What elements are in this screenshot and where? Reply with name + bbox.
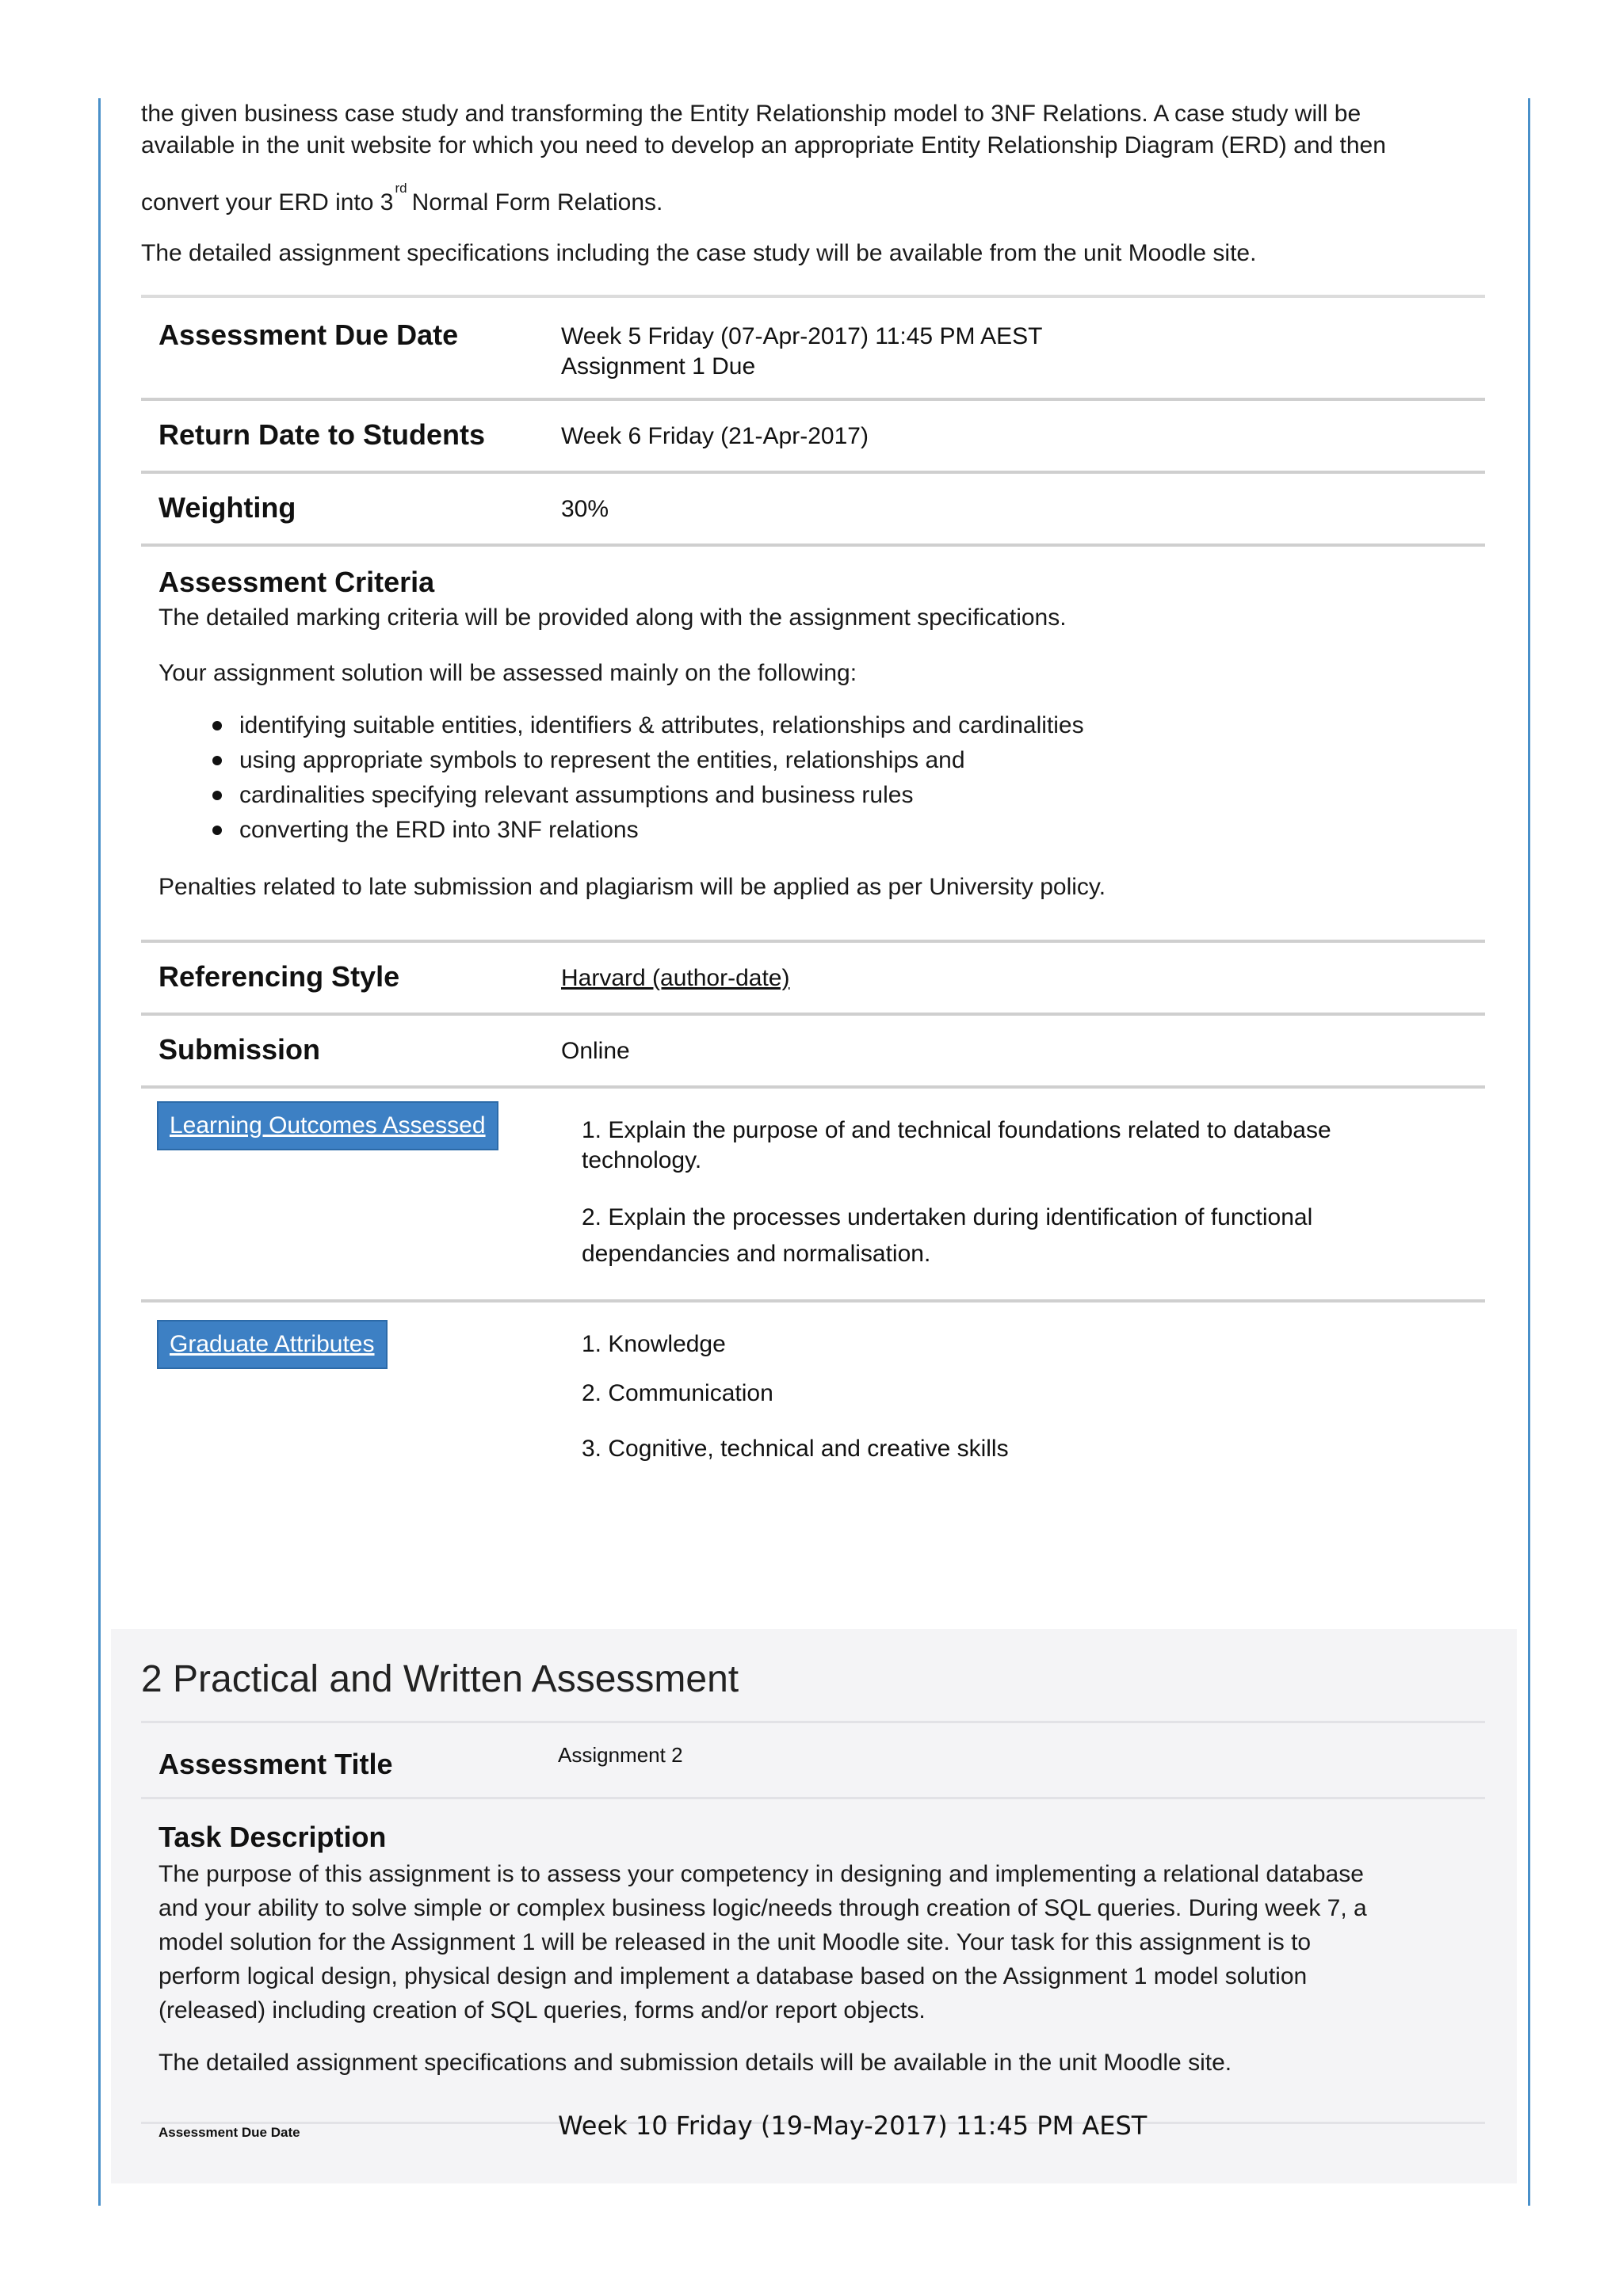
intro-line-3-pre: convert your ERD into 3 (141, 189, 394, 215)
graduate-attributes-button[interactable]: Graduate Attributes (157, 1320, 388, 1369)
intro-text (141, 98, 1488, 269)
divider (141, 1721, 1485, 1723)
criteria-bullet: identifying suitable entities, identifiers & attributes, relationships and cardinalities (239, 708, 1084, 743)
weighting-value: 30% (561, 496, 609, 522)
graduate-attribute-2: 2. Communication (582, 1380, 773, 1406)
penalties-text: Penalties related to late submission and plagiarism will be applied as per University policy. (158, 874, 1106, 900)
criteria-list (239, 708, 1084, 848)
submission-label: Submission (158, 1033, 321, 1066)
learning-outcomes-row (141, 1089, 1485, 1302)
learning-outcome-1-b: technology. (582, 1147, 702, 1173)
criteria-bullet: converting the ERD into 3NF relations (239, 813, 1084, 848)
referencing-label: Referencing Style (158, 960, 400, 993)
task-line: and your ability to solve simple or complex business logic/needs through creation of SQL queries. During week 7, a (158, 1895, 1367, 1921)
assessment-title-label: Assessment Title (158, 1748, 393, 1780)
due-date-value (561, 322, 1043, 382)
task-line: model solution for the Assignment 1 will be released in the unit Moodle site. Your task for this assignment is to (158, 1929, 1312, 1955)
task-footer: The detailed assignment specifications and submission details will be available in the unit Moodle site. (158, 2050, 1232, 2076)
task-line: The purpose of this assignment is to assess your competency in designing and implementing a relational database (158, 1861, 1364, 1887)
intro-line-1: the given business case study and transforming the Entity Relationship model to 3NF Relations. A case study will be (141, 101, 1361, 127)
intro-superscript: rd (395, 181, 407, 196)
intro-line-3-post: Normal Form Relations. (411, 189, 663, 215)
learning-outcome-2-b: dependancies and normalisation. (582, 1241, 931, 1267)
return-date-row (141, 401, 1485, 474)
section-2-title: 2 Practical and Written Assessment (141, 1658, 739, 1700)
return-date-value: Week 6 Friday (21-Apr-2017) (561, 423, 869, 449)
return-date-label: Return Date to Students (158, 418, 486, 451)
task-description-text (158, 1857, 1474, 2027)
due-date-line-2: Assignment 1 Due (561, 353, 756, 379)
task-line: perform logical design, physical design and implement a database based on the Assignment 1 model solution (158, 1963, 1308, 1989)
divider (141, 1797, 1485, 1799)
section-2-due-label: Assessment Due Date (158, 2125, 300, 2140)
learning-outcome-2-a: 2. Explain the processes undertaken during identification of functional (582, 1204, 1313, 1230)
learning-outcomes-button[interactable]: Learning Outcomes Assessed (157, 1101, 498, 1150)
submission-value: Online (561, 1038, 630, 1064)
weighting-label: Weighting (158, 491, 296, 524)
criteria-line-2: Your assignment solution will be assessed mainly on the following: (158, 660, 857, 686)
criteria-heading: Assessment Criteria (158, 566, 435, 598)
section-2-due-value: Week 10 Friday (19-May-2017) 11:45 PM AEST (558, 2111, 1148, 2141)
criteria-line-1: The detailed marking criteria will be provided along with the assignment specifications. (158, 605, 1067, 631)
due-date-line-1: Week 5 Friday (07-Apr-2017) 11:45 PM AEST (561, 323, 1043, 349)
submission-row (141, 1016, 1485, 1089)
intro-line-4: The detailed assignment specifications including the case study will be available from the unit Moodle site. (141, 240, 1257, 266)
assessment-title-value: Assignment 2 (558, 1743, 683, 1767)
graduate-attribute-1: 1. Knowledge (582, 1331, 726, 1357)
intro-line-3 (141, 173, 1488, 219)
learning-outcome-1-a: 1. Explain the purpose of and technical foundations related to database (582, 1117, 1331, 1143)
learning-outcome-2 (582, 1199, 1312, 1272)
task-line: (released) including creation of SQL queries, forms and/or report objects. (158, 1997, 926, 2023)
due-date-label: Assessment Due Date (158, 318, 459, 351)
graduate-attributes-row (141, 1302, 1485, 1493)
criteria-row (141, 547, 1485, 943)
referencing-row (141, 943, 1485, 1016)
intro-line-2: available in the unit website for which you need to develop an appropriate Entity Relationship Diagram (ERD) and then (141, 132, 1386, 158)
learning-outcome-1 (582, 1116, 1331, 1176)
graduate-attribute-3: 3. Cognitive, technical and creative skills (582, 1436, 1009, 1462)
weighting-row (141, 474, 1485, 547)
criteria-bullet: cardinalities specifying relevant assumptions and business rules (239, 778, 1084, 813)
task-description-heading: Task Description (158, 1821, 387, 1853)
right-border-line (1528, 98, 1530, 2206)
criteria-bullet: using appropriate symbols to represent the entities, relationships and (239, 743, 1084, 778)
left-border-line (98, 98, 101, 2206)
harvard-link[interactable]: Harvard (author-date) (561, 965, 790, 991)
due-date-row (141, 298, 1485, 401)
